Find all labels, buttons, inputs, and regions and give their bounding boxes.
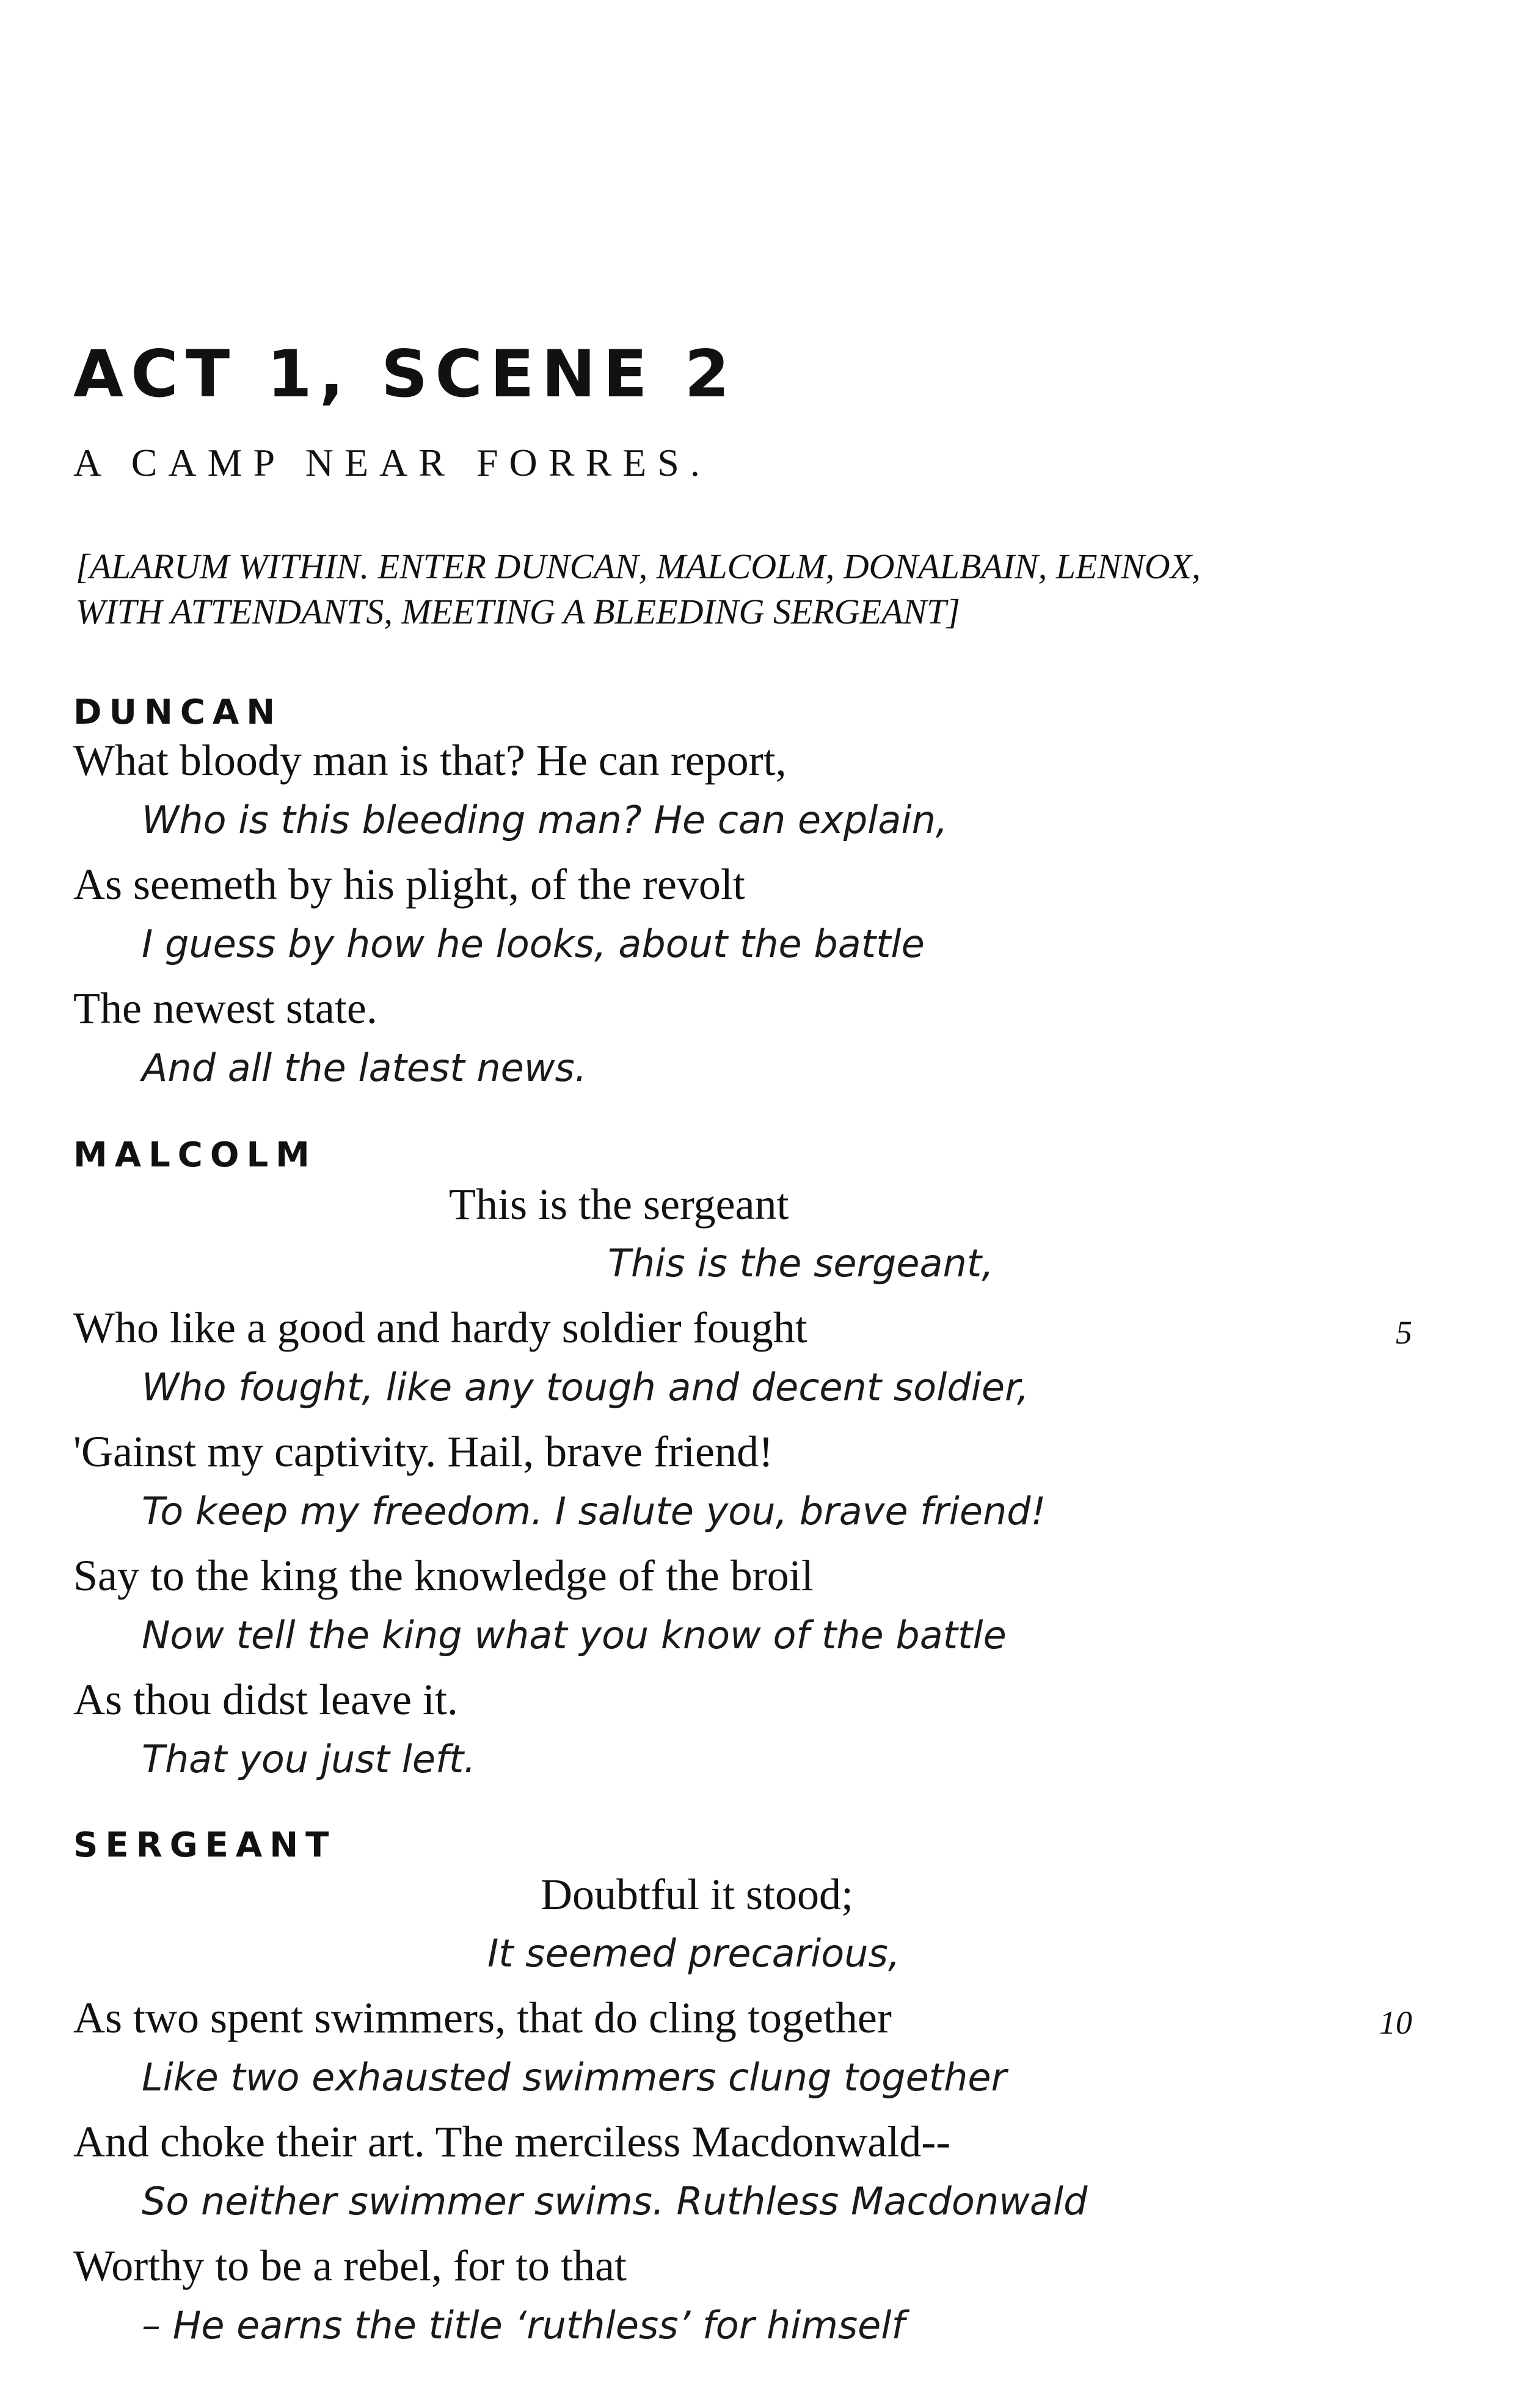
stage-direction-line: [ALARUM WITHIN. ENTER DUNCAN, MALCOLM, DONALBAIN, LENNOX, — [76, 547, 1201, 586]
scene-title: ACT 1, SCENE 2 — [73, 336, 737, 412]
translation-line: So neither swimmer swims. Ruthless Macdonwald — [142, 2179, 1088, 2224]
translation-line: It seemed precarious, — [487, 1931, 900, 1976]
original-line: Doubtful it stood; — [541, 1870, 854, 1919]
translation-line: Who is this bleeding man? He can explain, — [142, 798, 948, 842]
translation-line: Who fought, like any tough and decent soldier, — [142, 1365, 1029, 1410]
original-line: The newest state. — [73, 984, 377, 1033]
original-line: As thou didst leave it. — [73, 1675, 458, 1724]
original-line: And choke their art. The merciless Macdonwald-- — [73, 2117, 951, 2166]
original-line: Who like a good and hardy soldier fought — [73, 1303, 807, 1352]
stage-direction-line: WITH ATTENDANTS, MEETING A BLEEDING SERGEANT] — [76, 592, 960, 631]
original-line: Worthy to be a rebel, for to that — [73, 2241, 627, 2290]
translation-line: This is the sergeant, — [608, 1241, 994, 1286]
original-line: Say to the king the knowledge of the broil — [73, 1551, 814, 1600]
translation-line: That you just left. — [142, 1737, 476, 1781]
line-number: 10 — [1379, 2004, 1412, 2041]
line-number: 5 — [1396, 1314, 1412, 1351]
translation-line: Now tell the king what you know of the battle — [142, 1613, 1007, 1657]
original-line: What bloody man is that? He can report, — [73, 736, 787, 785]
original-line: As seemeth by his plight, of the revolt — [73, 860, 745, 909]
speaker-name: DUNCAN — [73, 693, 283, 732]
original-line: 'Gainst my captivity. Hail, brave friend! — [73, 1427, 773, 1476]
translation-line: I guess by how he looks, about the battle — [142, 922, 925, 966]
scene-setting: A CAMP NEAR FORRES. — [73, 441, 711, 484]
translation-line: And all the latest news. — [142, 1046, 587, 1090]
original-line: As two spent swimmers, that do cling together — [73, 1993, 892, 2042]
original-line: This is the sergeant — [449, 1180, 789, 1229]
translation-line: To keep my freedom. I salute you, brave friend! — [142, 1489, 1046, 1533]
translation-line: – He earns the title ‘ruthless’ for himself — [142, 2303, 905, 2348]
speaker-name: MALCOLM — [73, 1135, 317, 1175]
speaker-name: SERGEANT — [73, 1825, 337, 1865]
translation-line: Like two exhausted swimmers clung together — [142, 2055, 1007, 2100]
